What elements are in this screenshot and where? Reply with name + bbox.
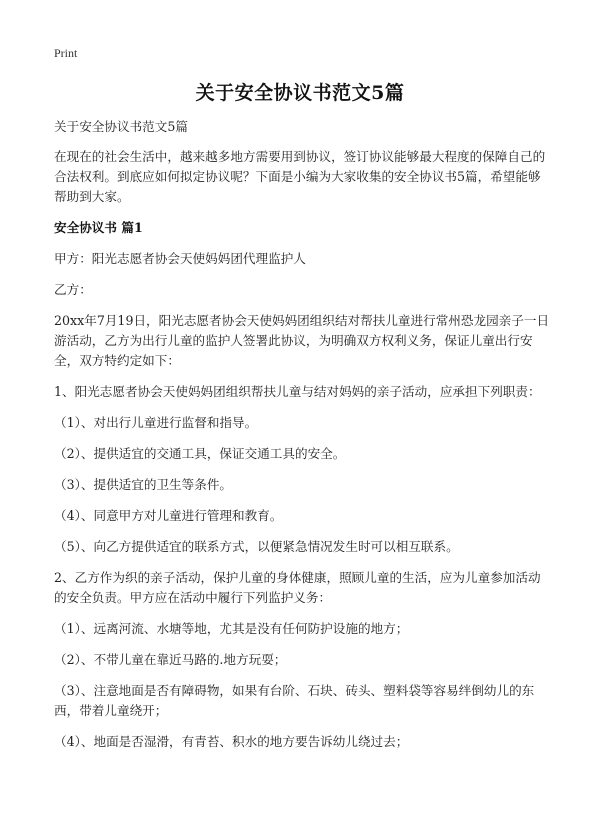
clause-2-item-2: （2）、不带儿童在靠近马路的.地方玩耍；	[54, 652, 287, 667]
subtitle-paragraph: 关于安全协议书范文5篇	[54, 119, 188, 134]
section-heading: 安全协议书 篇1	[54, 220, 143, 235]
intro-paragraph: 在现在的社会生活中，越来越多地方需要用到协议，签订协议能够最大程度的保障自己的合法权利。到底应如何拟定协议呢？下面是小编为大家收集的安全协议书5篇，希望能够帮助到大家。	[54, 149, 546, 204]
clause-2-item-1: （1）、远离河流、水塘等地，尤其是没有任何防护设施的地方；	[54, 621, 409, 636]
clause-1-paragraph: 1、阳光志愿者协会天使妈妈团组织帮扶儿童与结对妈妈的亲子活动，应承担下列职责：	[54, 384, 541, 399]
clause-2-item-3: （3）、注意地面是否有障碍物，如果有台阶、石块、砖头、塑料袋等容易绊倒幼儿的东西，带着儿童绕开；	[54, 683, 535, 718]
clause-2-item-4: （4）、地面是否湿滑，有青苔、积水的地方要告诉幼儿绕过去；	[54, 734, 409, 749]
clause-1-item-3: （3）、提供适宜的卫生等条件。	[54, 477, 233, 492]
page-title: 关于安全协议书范文5篇	[195, 82, 405, 104]
party-a-paragraph: 甲方：阳光志愿者协会天使妈妈团代理监护人	[54, 251, 306, 266]
clause-1-item-2: （2）、提供适宜的交通工具，保证交通工具的安全。	[54, 446, 346, 461]
clause-1-item-1: （1）、对出行儿童进行监督和指导。	[54, 415, 258, 430]
agreement-intro-paragraph: 20xx年7月19日，阳光志愿者协会天使妈妈团组织结对帮扶儿童进行常州恐龙园亲子一日游活动，乙方为出行儿童的监护人签署此协议，为明确双方权利义务，保证儿童出行安全，双方特约定如下：	[54, 313, 550, 368]
print-label: Print	[54, 46, 78, 60]
clause-1-item-4: （4）、同意甲方对儿童进行管理和教育。	[54, 508, 283, 523]
clause-2-paragraph: 2、乙方作为织的亲子活动，保护儿童的身体健康，照顾儿童的生活，应为儿童参加活动的安全负责。甲方应在活动中履行下列监护义务：	[54, 570, 541, 605]
party-b-paragraph: 乙方：	[54, 282, 92, 297]
document-body	[54, 117, 550, 763]
clause-1-item-5: （5）、向乙方提供适宜的联系方式，以便紧急情况发生时可以相互联系。	[54, 539, 459, 554]
